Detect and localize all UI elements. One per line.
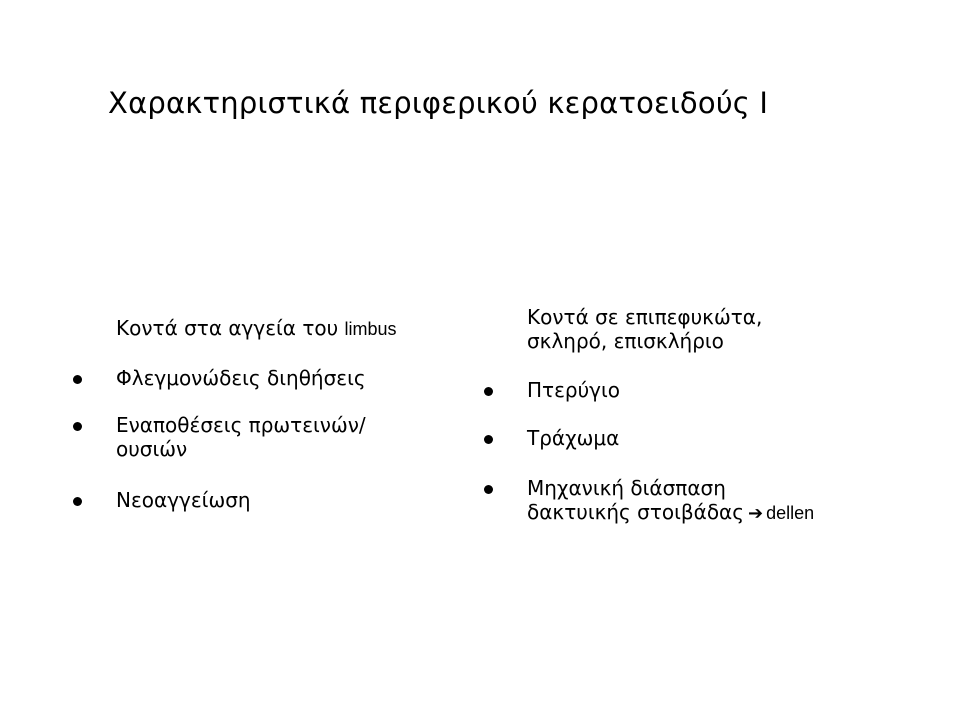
list-item-text-continued — [527, 500, 814, 526]
list-item-text: Τράχωμα — [527, 426, 620, 450]
list-item-text-continued: ουσιών — [116, 437, 188, 461]
right-column-heading — [527, 305, 762, 353]
list-item-text: Νεοαγγείωση — [116, 488, 251, 512]
right-heading-line-1: Κοντά σε επιπεφυκώτα, — [527, 305, 763, 329]
left-list-item-3 — [116, 488, 251, 512]
list-item-text-latin: dellen — [766, 503, 815, 523]
bullet-icon — [73, 422, 82, 431]
bullet-icon — [73, 375, 82, 384]
list-item-text: Πτερύγιο — [527, 378, 620, 402]
arrow-right-icon: ➔ — [747, 503, 764, 524]
left-list-item-1 — [116, 366, 366, 390]
bullet-icon — [484, 485, 493, 494]
right-heading-line-2: σκληρό, επισκλήριο — [527, 329, 724, 353]
right-list-item-2 — [527, 426, 619, 450]
right-list-item-3 — [527, 476, 814, 526]
left-heading-greek: Κοντά στα αγγεία του — [116, 316, 345, 340]
bullet-icon — [484, 387, 493, 396]
slide-title: Χαρακτηριστικά περιφερικού κερατοειδούς Ι — [108, 86, 769, 120]
list-item-text: Εναποθέσεις πρωτεινών/ — [116, 413, 366, 437]
list-item-text-greek: δακτυικής στοιβάδας — [527, 500, 744, 524]
left-column-heading — [116, 316, 397, 341]
bullet-icon — [484, 435, 493, 444]
list-item-text: Μηχανική διάσπαση — [527, 476, 726, 500]
left-heading-latin: limbus — [344, 319, 397, 339]
right-list-item-1 — [527, 378, 620, 402]
list-item-text: Φλεγμονώδεις διηθήσεις — [116, 366, 366, 390]
bullet-icon — [73, 497, 82, 506]
left-list-item-2 — [116, 413, 366, 461]
